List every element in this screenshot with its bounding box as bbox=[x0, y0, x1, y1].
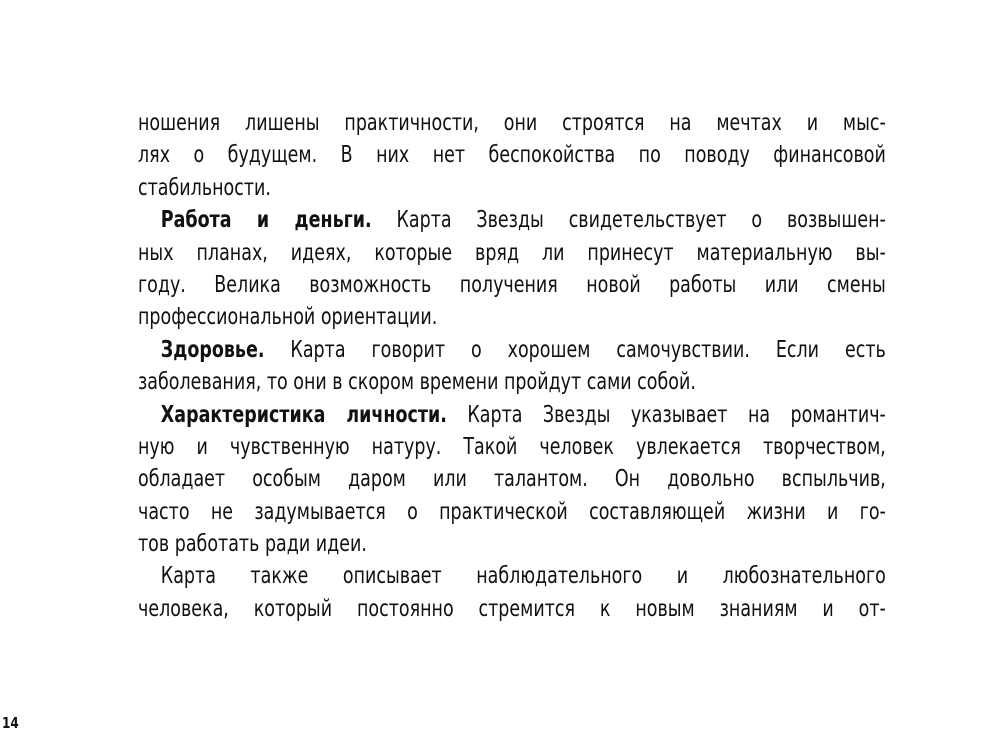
text-line bbox=[138, 334, 886, 366]
text-line: профессиональной ориентации. bbox=[138, 304, 438, 331]
text-line: ношения лишены практичности, они строятся на мечтах и мыс- bbox=[138, 110, 886, 136]
text-line: Карта также описывает наблюдательного и любознательного bbox=[160, 563, 886, 590]
section-heading-work-money: Работа и деньги. bbox=[160, 207, 372, 234]
text-line: лях о будущем. В них нет беспокойства по поводу финансовой bbox=[138, 142, 886, 169]
text-line: человека, который постоянно стремится к новым знаниям и от- bbox=[138, 595, 886, 622]
text-line bbox=[138, 399, 886, 431]
section-heading-health: Здоровье. bbox=[160, 336, 265, 363]
text-line: ную и чувственную натуру. Такой человек увлекается творчеством, bbox=[138, 433, 886, 460]
text-line: обладает особым даром или талантом. Он довольно вспыльчив, bbox=[138, 466, 886, 493]
body-text bbox=[138, 107, 886, 625]
text-line: ных планах, идеях, которые вряд ли принесут материальную вы- bbox=[138, 239, 886, 266]
text-line: часто не задумывается о практической составляющей жизни и го- bbox=[138, 498, 886, 525]
page-number: 14 bbox=[2, 714, 19, 732]
text-span: Карта Звезды свидетельствует о возвышен- bbox=[371, 207, 886, 234]
section-heading-personality: Характеристика личности. bbox=[160, 401, 447, 428]
text-line: заболевания, то они в скором времени пройдут сами собой. bbox=[138, 369, 696, 396]
text-line: тов работать ради идеи. bbox=[138, 531, 367, 558]
text-span: Карта говорит о хорошем самочувствии. Если есть bbox=[264, 336, 886, 363]
text-line bbox=[138, 204, 886, 236]
text-span: Карта Звезды указывает на романтич- bbox=[446, 401, 886, 428]
text-line: стабильности. bbox=[138, 174, 271, 201]
text-line: году. Велика возможность получения новой работы или смены bbox=[138, 271, 886, 298]
